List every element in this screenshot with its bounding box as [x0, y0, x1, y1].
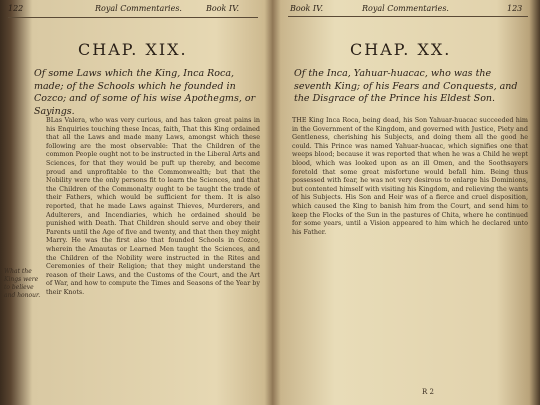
right-running-title: Royal Commentaries.: [362, 4, 449, 13]
left-head-rule: [8, 17, 258, 18]
left-book-label: Book IV.: [206, 4, 239, 13]
right-body-text: THE King Inca Roca, being dead, his Son Yahuar-huacac succeeded him in the Government of the Kingdom, and governed with Justice, Piety and Gentleness, cherishing his Subjects, and doing them all the good he could. This Prince was named Yahuar-huacac, which signifies one that weeps blood; because it was reported that when he was a Child he wept blood, which was looked upon as an ill Omen, and the Soothsayers foretold that some great misfortune would befall him. Being thus possessed with fear, he was not very desirous to enlarge his Dominions, but contented himself with visiting his Kingdom, and relieving the wants of his Subjects. His Son and Heir was of a fierce and cruel disposition, which caused the King to banish him from the Court, and send him to keep the Flocks of the Sun in the pastures of Chita, where he continued for some years, until a Vision appeared to him which he declared unto his Father.: [292, 116, 528, 236]
right-page: [272, 0, 540, 405]
right-page-number: 123: [507, 4, 523, 13]
left-chapter-heading: CHAP. XIX.: [78, 40, 188, 59]
left-body-text: BLas Valera, who was very curious, and has taken great pains in his Enquiries touching these Incas, faith, That this King ordained that all the Laws and made many Laws, amongst which these following are the most observable: That the Children of the common People ought not to be instructed in the Liberal Arts and Sciences, for that they would be puft up thereby, and become proud and unprofitable to the Commonwealth; but that the Nobility were the only persons fit to learn the Sciences, and that the Children of the Commonalty ought to be taught the trade of their Fathers, which would be sufficient for them. It is also reported, that he made Laws against Thieves, Murderers, and Adulterers, and Incendiaries, which he ordained should be punished with Death. That Children should serve and obey their Parents until the Age of five and twenty, and that then they might Marry. He was the first also that founded Schools in Cozco, wherein the Amautas or Learned Men taught the Sciences, and the Children of the Nobility were instructed in the Rites and Ceremonies of their Religion; that they might understand the reason of their Laws, and the Customs of the Court, and the Art of War, and how to compute the Times and Seasons of the Year by their Knots.: [46, 116, 260, 296]
right-book-label: Book IV.: [290, 4, 323, 13]
right-head-rule: [288, 16, 528, 17]
left-chapter-subtitle: Of some Laws which the King, Inca Roca, made; of the Schools which he founded in Cozco; and of some of his wise Apothegms, or Sayings.: [34, 68, 256, 117]
margin-note: What the Kings were to believe and honour.: [4, 268, 41, 299]
right-chapter-subtitle: Of the Inca, Yahuar-huacac, who was the seventh King; of his Fears and Conquests, and the Disgrace of the Prince his Eldest Son.: [294, 68, 518, 104]
left-running-title: Royal Commentaries.: [95, 4, 182, 13]
left-page-number: 122: [8, 4, 24, 13]
right-chapter-heading: CHAP. XX.: [350, 40, 452, 59]
signature-mark: R 2: [422, 388, 434, 396]
